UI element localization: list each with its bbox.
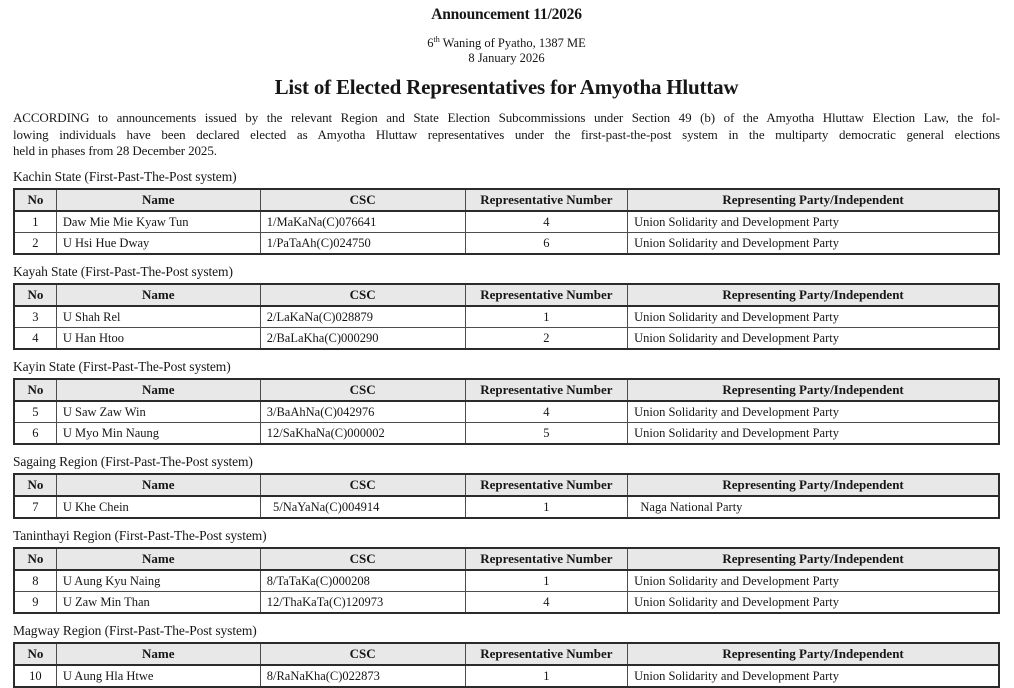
column-header: CSC (260, 548, 465, 570)
no-cell: 3 (14, 306, 56, 328)
party-cell: Union Solidarity and Development Party (628, 591, 999, 613)
no-cell: 9 (14, 591, 56, 613)
representatives-table (13, 473, 1000, 519)
rep-number-cell: 4 (465, 211, 628, 233)
name-cell: U Aung Hla Htwe (56, 665, 260, 687)
column-header: Name (56, 284, 260, 306)
party-cell: Union Solidarity and Development Party (628, 306, 999, 328)
myanmar-date-line (13, 33, 1000, 51)
table-header-row (14, 379, 999, 401)
rep-number-cell: 1 (465, 306, 628, 328)
date-day-number: 6 (427, 36, 434, 51)
region-section (13, 454, 1000, 519)
name-cell: U Shah Rel (56, 306, 260, 328)
table-header-row (14, 548, 999, 570)
region-section (13, 169, 1000, 255)
name-cell: U Saw Zaw Win (56, 401, 260, 423)
table-header-row (14, 284, 999, 306)
table-header-row (14, 643, 999, 665)
intro-paragraph (13, 110, 1000, 160)
column-header: Representative Number (465, 643, 628, 665)
rep-number-cell: 4 (465, 591, 628, 613)
table-row (14, 232, 999, 254)
no-cell: 10 (14, 665, 56, 687)
name-cell: U Aung Kyu Naing (56, 570, 260, 592)
no-cell: 6 (14, 422, 56, 444)
no-cell: 2 (14, 232, 56, 254)
column-header: Name (56, 643, 260, 665)
table-row (14, 591, 999, 613)
column-header: Name (56, 548, 260, 570)
column-header: Name (56, 379, 260, 401)
rep-number-cell: 2 (465, 327, 628, 349)
column-header: No (14, 474, 56, 496)
party-cell: Naga National Party (628, 496, 999, 518)
csc-cell: 12/SaKhaNa(C)000002 (260, 422, 465, 444)
csc-cell: 1/MaKaNa(C)076641 (260, 211, 465, 233)
no-cell: 4 (14, 327, 56, 349)
region-sections-container (13, 169, 1000, 688)
table-row (14, 211, 999, 233)
section-title: Taninthayi Region (First-Past-The-Post system) (13, 527, 267, 543)
table-header-row (14, 474, 999, 496)
party-cell: Union Solidarity and Development Party (628, 211, 999, 233)
section-title: Kachin State (First-Past-The-Post system) (13, 168, 237, 184)
name-cell: Daw Mie Mie Kyaw Tun (56, 211, 260, 233)
column-header: CSC (260, 189, 465, 211)
table-row (14, 570, 999, 592)
csc-cell: 12/ThaKaTa(C)120973 (260, 591, 465, 613)
rep-number-cell: 1 (465, 570, 628, 592)
column-header: Representative Number (465, 379, 628, 401)
csc-cell: 5/NaYaNa(C)004914 (260, 496, 465, 518)
name-cell: U Han Htoo (56, 327, 260, 349)
no-cell: 7 (14, 496, 56, 518)
region-section (13, 528, 1000, 614)
csc-cell: 2/LaKaNa(C)028879 (260, 306, 465, 328)
no-cell: 8 (14, 570, 56, 592)
name-cell: U Khe Chein (56, 496, 260, 518)
column-header: Representing Party/Independent (628, 379, 999, 401)
party-cell: Union Solidarity and Development Party (628, 665, 999, 687)
intro-line: ACCORDING to announcements issued by the relevant Region and State Election Subcommissions under Section 49 (b) of the Amyotha Hluttaw Election Law, the fol- (13, 110, 1000, 126)
rep-number-cell: 6 (465, 232, 628, 254)
name-cell: U Hsi Hue Dway (56, 232, 260, 254)
table-row (14, 401, 999, 423)
column-header: Representing Party/Independent (628, 189, 999, 211)
column-header: CSC (260, 474, 465, 496)
table-row (14, 665, 999, 687)
date-ordinal-suffix: th (433, 35, 440, 44)
section-title: Kayah State (First-Past-The-Post system) (13, 263, 233, 279)
party-cell: Union Solidarity and Development Party (628, 570, 999, 592)
name-cell: U Zaw Min Than (56, 591, 260, 613)
name-cell: U Myo Min Naung (56, 422, 260, 444)
table-row (14, 496, 999, 518)
rep-number-cell: 1 (465, 496, 628, 518)
no-cell: 5 (14, 401, 56, 423)
column-header: No (14, 189, 56, 211)
column-header: Name (56, 474, 260, 496)
csc-cell: 8/TaTaKa(C)000208 (260, 570, 465, 592)
column-header: Representative Number (465, 548, 628, 570)
column-header: Name (56, 189, 260, 211)
column-header: CSC (260, 284, 465, 306)
table-row (14, 422, 999, 444)
column-header: Representing Party/Independent (628, 474, 999, 496)
region-section (13, 623, 1000, 688)
column-header: CSC (260, 379, 465, 401)
column-header: Representing Party/Independent (628, 284, 999, 306)
section-title: Sagaing Region (First-Past-The-Post system) (13, 453, 253, 469)
csc-cell: 3/BaAhNa(C)042976 (260, 401, 465, 423)
intro-line: held in phases from 28 December 2025. (13, 143, 217, 159)
date-rest: Waning of Pyatho, 1387 ME (439, 36, 586, 51)
column-header: Representative Number (465, 284, 628, 306)
party-cell: Union Solidarity and Development Party (628, 232, 999, 254)
column-header: No (14, 379, 56, 401)
section-title: Kayin State (First-Past-The-Post system) (13, 358, 231, 374)
table-row (14, 327, 999, 349)
announcement-number-title: Announcement 11/2026 (431, 6, 582, 23)
rep-number-cell: 4 (465, 401, 628, 423)
csc-cell: 2/BaLaKha(C)000290 (260, 327, 465, 349)
table-row (14, 306, 999, 328)
column-header: No (14, 548, 56, 570)
page-title: List of Elected Representatives for Amyotha Hluttaw (274, 75, 739, 100)
column-header: Representative Number (465, 474, 628, 496)
rep-number-cell: 1 (465, 665, 628, 687)
column-header: Representing Party/Independent (628, 643, 999, 665)
representatives-table (13, 378, 1000, 445)
representatives-table (13, 547, 1000, 614)
column-header: Representing Party/Independent (628, 548, 999, 570)
region-section (13, 359, 1000, 445)
no-cell: 1 (14, 211, 56, 233)
representatives-table (13, 188, 1000, 255)
csc-cell: 1/PaTaAh(C)024750 (260, 232, 465, 254)
party-cell: Union Solidarity and Development Party (628, 401, 999, 423)
csc-cell: 8/RaNaKha(C)022873 (260, 665, 465, 687)
column-header: CSC (260, 643, 465, 665)
column-header: No (14, 643, 56, 665)
representatives-table (13, 283, 1000, 350)
representatives-table (13, 642, 1000, 688)
table-header-row (14, 189, 999, 211)
section-title: Magway Region (First-Past-The-Post system) (13, 622, 257, 638)
region-section (13, 264, 1000, 350)
party-cell: Union Solidarity and Development Party (628, 422, 999, 444)
column-header: Representative Number (465, 189, 628, 211)
party-cell: Union Solidarity and Development Party (628, 327, 999, 349)
column-header: No (14, 284, 56, 306)
rep-number-cell: 5 (465, 422, 628, 444)
intro-line: lowing individuals have been declared elected as Amyotha Hluttaw representatives under the first-past-the-post system in the multiparty democratic general elections (13, 126, 1000, 142)
gregorian-date-line: 8 January 2026 (468, 50, 545, 65)
